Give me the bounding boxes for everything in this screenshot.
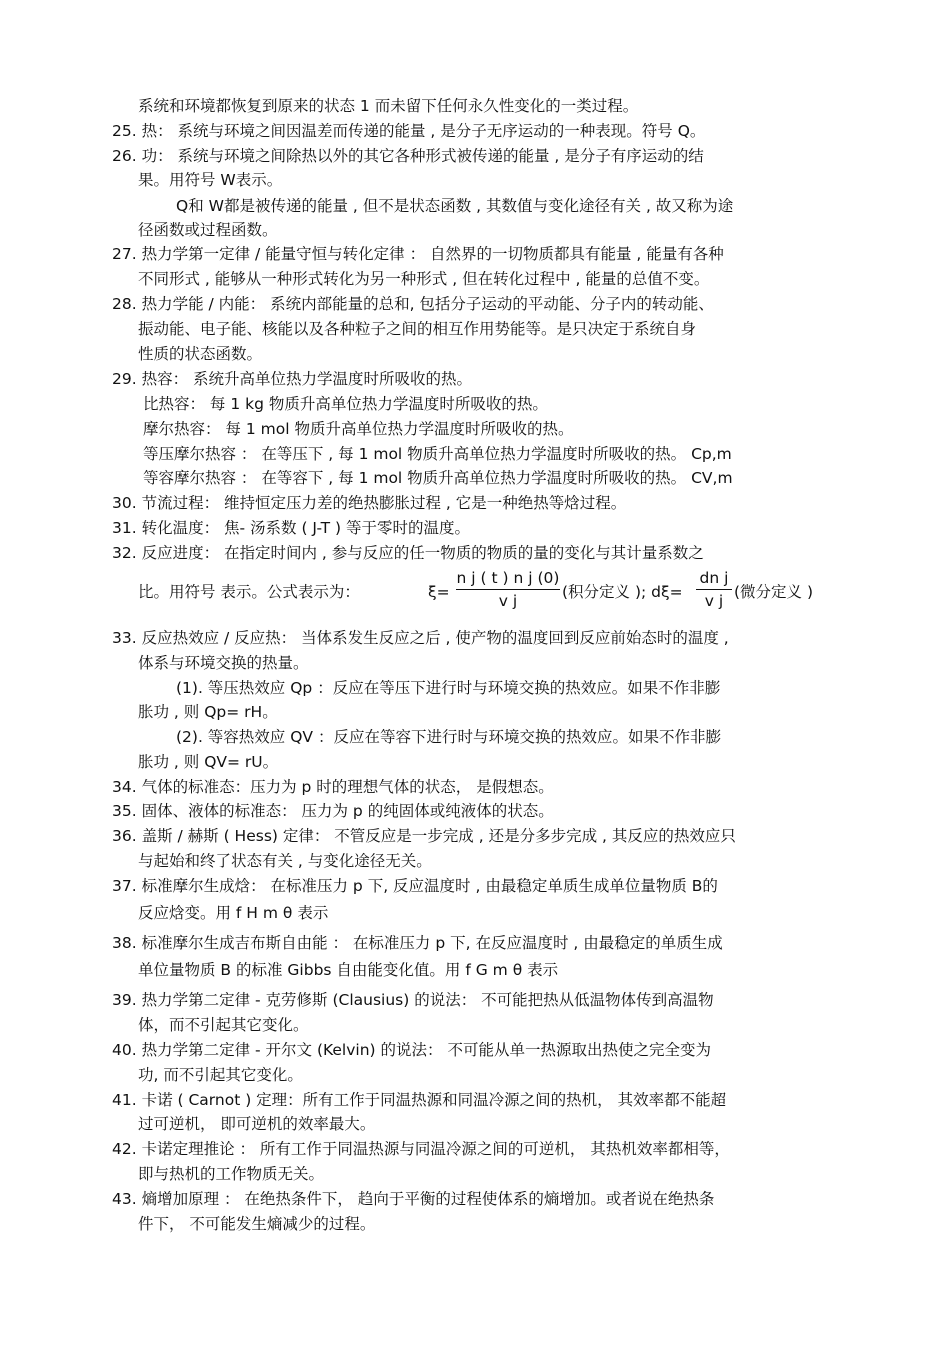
text-line: 27. 热力学第一定律 / 能量守恒与转化定律 ： 自然界的一切物质都具有能量 , 能量有各种 <box>112 245 724 263</box>
text-line: Q和 W都是被传递的能量 , 但不是状态函数 , 其数值与变化途径有关 , 故又称为途 <box>176 197 734 215</box>
integral-fraction <box>456 568 560 611</box>
text-line: 单位量物质 B 的标准 Gibbs 自由能变化值。用 f G m θ 表示 <box>138 961 559 979</box>
text-line: 体系与环境交换的热量。 <box>138 654 309 672</box>
text-line: 43. 熵增加原理 ： 在绝热条件下， 趋向于平衡的过程使体系的熵增加。或者说在绝热条 <box>112 1190 715 1208</box>
text-line: 34. 气体的标准态：压力为 p 时的理想气体的状态， 是假想态。 <box>112 778 554 796</box>
text-line: 25. 热： 系统与环境之间因温差而传递的能量 , 是分子无序运动的一种表现。符号 Q。 <box>112 122 706 140</box>
text-line: 即与热机的工作物质无关。 <box>138 1165 325 1183</box>
fraction-bar <box>696 589 732 590</box>
text-line: 38. 标准摩尔生成吉布斯自由能 ： 在标准压力 p 下, 在反应温度时 , 由最稳定的单质生成 <box>112 934 723 952</box>
text-line: 比热容： 每 1 kg 物质升高单位热力学温度时所吸收的热。 <box>143 395 548 413</box>
text-line: 体，而不引起其它变化。 <box>138 1016 309 1034</box>
fraction-bar <box>456 589 560 590</box>
text-line: 与起始和终了状态有关 , 与变化途径无关。 <box>138 852 432 870</box>
text-line: 30. 节流过程： 维持恒定压力差的绝热膨胀过程 , 它是一种绝热等焓过程。 <box>112 494 627 512</box>
text-line: 40. 热力学第二定律 - 开尔文 (Kelvin) 的说法： 不可能从单一热源取出热使之完全变为 <box>112 1041 711 1059</box>
text-line: (2). 等容热效应 QV ：反应在等容下进行时与环境交换的热效应。如果不作非膨 <box>176 728 721 746</box>
text-line: (1). 等压热效应 Qp ：反应在等压下进行时与环境交换的热效应。如果不作非膨 <box>176 679 721 697</box>
reaction-extent-formula <box>138 568 858 620</box>
text-line: 振动能、电子能、核能以及各种粒子之间的相互作用势能等。是只决定于系统自身 <box>138 320 697 338</box>
formula-differential-text: (微分定义 ) <box>734 583 814 601</box>
text-line: 36. 盖斯 / 赫斯 ( Hess) 定律： 不管反应是一步完成 , 还是分多步完成 , 其反应的热效应只 <box>112 827 736 845</box>
text-line: 反应焓变。用 f H m θ 表示 <box>138 904 329 922</box>
differential-fraction <box>696 568 732 611</box>
text-line: 39. 热力学第二定律 - 克劳修斯 (Clausius) 的说法： 不可能把热从低温物体传到高温物 <box>112 991 714 1009</box>
text-line: 41. 卡诺 ( Carnot ) 定理：所有工作于同温热源和同温冷源之间的热机， 其效率都不能超 <box>112 1091 727 1109</box>
text-line: 31. 转化温度： 焦- 汤系数 ( J-T ) 等于零时的温度。 <box>112 519 470 537</box>
text-line: 28. 热力学能 / 内能： 系统内部能量的总和, 包括分子运动的平动能、分子内的转动能、 <box>112 295 714 313</box>
text-line: 果。用符号 W表示。 <box>138 171 283 189</box>
integral-denominator: v j <box>498 592 518 610</box>
text-line: 26. 功： 系统与环境之间除热以外的其它各种形式被传递的能量 , 是分子有序运动的结 <box>112 147 704 165</box>
text-line: 功, 而不引起其它变化。 <box>138 1066 303 1084</box>
text-line: 胀功 , 则 QV= rU。 <box>138 753 279 771</box>
text-line: 胀功 , 则 Qp= rH。 <box>138 703 278 721</box>
formula-lead-text: 比。用符号 表示。公式表示为： <box>138 583 360 601</box>
integral-numerator: n j ( t ) n j (0) <box>456 569 560 587</box>
text-line: 径函数或过程函数。 <box>138 221 278 239</box>
differential-numerator: dn j <box>699 569 729 587</box>
formula-xi-equals: ξ= <box>428 583 450 601</box>
text-line: 性质的状态函数。 <box>138 345 263 363</box>
text-line: 系统和环境都恢复到原来的状态 1 而未留下任何永久性变化的一类过程。 <box>138 97 639 115</box>
text-line: 等压摩尔热容 ： 在等压下 , 每 1 mol 物质升高单位热力学温度时所吸收的热。 Cp,m <box>143 445 732 463</box>
differential-denominator: v j <box>704 592 724 610</box>
text-line: 35. 固体、液体的标准态： 压力为 p 的纯固体或纯液体的状态。 <box>112 802 554 820</box>
text-line: 29. 热容： 系统升高单位热力学温度时所吸收的热。 <box>112 370 473 388</box>
text-line: 42. 卡诺定理推论 ： 所有工作于同温热源与同温冷源之间的可逆机， 其热机效率都相等， <box>112 1140 730 1158</box>
formula-integral-text: (积分定义 ); dξ= <box>562 583 683 601</box>
text-line: 件下， 不可能发生熵减少的过程。 <box>138 1215 376 1233</box>
text-line: 摩尔热容： 每 1 mol 物质升高单位热力学温度时所吸收的热。 <box>143 420 574 438</box>
text-line: 32. 反应进度： 在指定时间内 , 参与反应的任一物质的物质的量的变化与其计量系数之 <box>112 544 704 562</box>
text-line: 过可逆机， 即可逆机的效率最大。 <box>138 1115 376 1133</box>
text-line: 33. 反应热效应 / 反应热： 当体系发生反应之后 , 使产物的温度回到反应前始态时的温度 , <box>112 629 729 647</box>
text-line: 37. 标准摩尔生成焓： 在标准压力 p 下, 反应温度时 , 由最稳定单质生成单位量物质 B的 <box>112 877 718 895</box>
text-line: 等容摩尔热容 ： 在等容下 , 每 1 mol 物质升高单位热力学温度时所吸收的热。 CV,m <box>143 469 733 487</box>
text-line: 不同形式 , 能够从一种形式转化为另一种形式 , 但在转化过程中 , 能量的总值不变。 <box>138 270 710 288</box>
